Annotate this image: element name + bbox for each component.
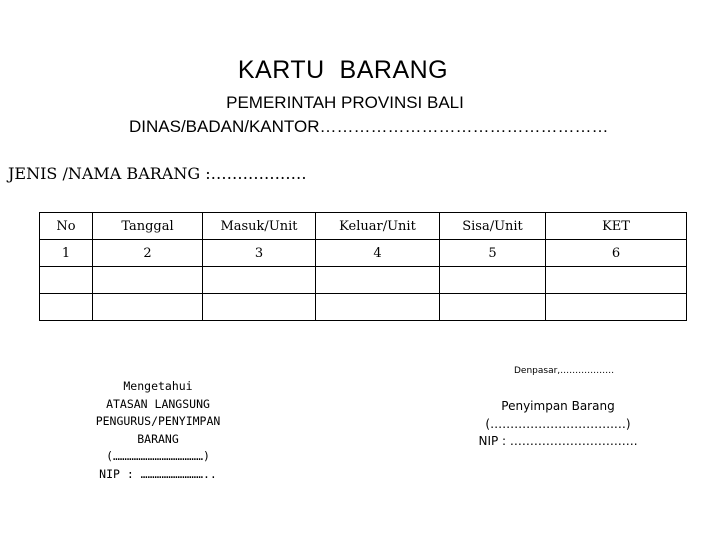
- table-cell: [203, 294, 316, 321]
- acknowledged-label: Mengetahui: [123, 379, 193, 393]
- table-cell: [40, 267, 93, 294]
- signature-name-blank: (………………………….…): [485, 416, 631, 431]
- column-number: 3: [203, 240, 316, 267]
- keeper-title: Penyimpan Barang: [501, 399, 615, 413]
- supervisor-title-3: BARANG: [137, 431, 179, 446]
- document-title: KARTU BARANG: [237, 56, 449, 84]
- column-number-row: [40, 240, 687, 267]
- table-cell: [546, 267, 687, 294]
- table-cell: [316, 294, 440, 321]
- place-date: Denpasar,………………: [514, 366, 615, 376]
- header-ket: KET: [546, 213, 687, 240]
- table-cell: [40, 294, 93, 321]
- table-row: [40, 267, 687, 294]
- supervisor-title-2: PENGURUS/PENYIMPAN: [95, 414, 221, 428]
- table-cell: [440, 294, 546, 321]
- header-keluar: Keluar/Unit: [316, 213, 440, 240]
- table-cell: [316, 267, 440, 294]
- header-sisa: Sisa/Unit: [440, 213, 546, 240]
- header-no: No: [40, 213, 93, 240]
- item-name-line: JENIS /NAMA BARANG :………………: [8, 164, 307, 183]
- column-number: 2: [93, 240, 203, 267]
- column-number: 4: [316, 240, 440, 267]
- right-signature-block: [470, 398, 646, 451]
- table-cell: [440, 267, 546, 294]
- stock-card-table: [39, 212, 687, 321]
- table-row: [40, 294, 687, 321]
- nip-line: NIP : ……………………….….: [478, 434, 638, 448]
- table-cell: [546, 294, 687, 321]
- signature-name-blank: (…………………………………): [106, 449, 210, 463]
- table-cell: [93, 294, 203, 321]
- supervisor-title: ATASAN LANGSUNG: [106, 396, 210, 411]
- agency-line: DINAS/BADAN/KANTOR……………………………………………: [129, 117, 609, 136]
- column-number: 1: [40, 240, 93, 267]
- table-cell: [203, 267, 316, 294]
- column-number: 5: [440, 240, 546, 267]
- table-cell: [93, 267, 203, 294]
- nip-line: NIP : ………………………..: [99, 466, 217, 481]
- table-header-row: [40, 213, 687, 240]
- left-signature-block: [68, 378, 248, 483]
- header-tanggal: Tanggal: [93, 213, 203, 240]
- column-number: 6: [546, 240, 687, 267]
- header-masuk: Masuk/Unit: [203, 213, 316, 240]
- government-name: PEMERINTAH PROVINSI BALI: [226, 93, 464, 112]
